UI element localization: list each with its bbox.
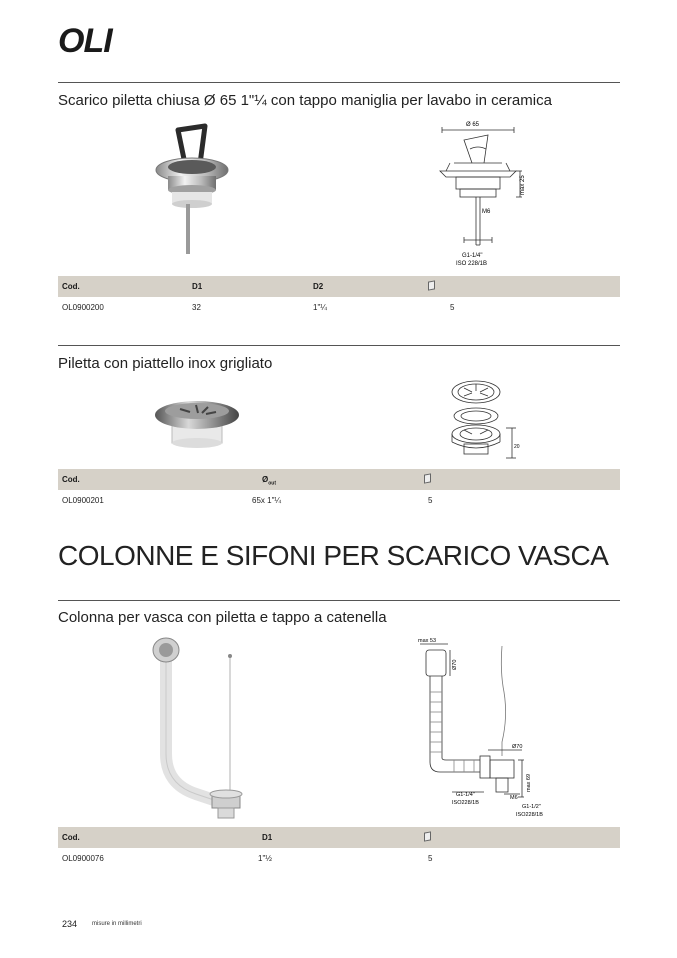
- cell-pack-qty: 5: [428, 496, 433, 505]
- dim-m6: M6: [510, 795, 518, 801]
- cell-d2: 1"¼: [313, 303, 327, 312]
- dim-diameter-70: Ø70: [512, 744, 523, 750]
- brand-logo: [58, 21, 112, 60]
- section-title-piletta-chiusa: Scarico piletta chiusa Ø 65 1"¼ con tappo maniglia per lavabo in ceramica: [58, 92, 552, 109]
- spec-g1-1-4: G1-1/4": [462, 253, 483, 259]
- table-header: [58, 469, 620, 490]
- col-cod: Cod.: [62, 833, 80, 842]
- spec-left-g1-1-4: G1-1/4": [456, 792, 475, 798]
- cell-code: OL0900201: [62, 496, 104, 505]
- spec-right-iso: ISO228/1B: [516, 812, 543, 818]
- cell-code: OL0900076: [62, 854, 104, 863]
- package-icon: [428, 281, 435, 292]
- dim-max-53: max 53: [418, 638, 437, 644]
- col-cod: Cod.: [62, 282, 80, 291]
- cell-d1: 32: [192, 303, 201, 312]
- section-divider: [58, 345, 620, 346]
- product-photo-piletta-chiusa: [150, 122, 240, 257]
- col-d1: D1: [192, 282, 203, 291]
- package-icon: [424, 474, 431, 485]
- dim-max-25: max 25: [520, 175, 526, 195]
- section-divider: [58, 82, 620, 83]
- spec-right-g1-1-2: G1-1/2": [522, 804, 541, 810]
- table-row: [58, 297, 620, 317]
- cell-code: OL0900200: [62, 303, 104, 312]
- dim-max-69: max 69: [526, 773, 532, 792]
- table-header: [58, 827, 620, 848]
- spec-iso: ISO 228/1B: [456, 261, 488, 267]
- technical-drawing-colonna-vasca: [408, 632, 608, 820]
- table-row: [58, 490, 620, 510]
- section-title-colonna-vasca: Colonna per vasca con piletta e tappo a catenella: [58, 609, 387, 626]
- cell-d1: 1"½: [258, 854, 272, 863]
- cell-diameter: 65x 1"¼: [252, 496, 282, 505]
- measurement-note: misure in millimetri: [92, 921, 142, 927]
- dim-m6: M6: [482, 209, 491, 215]
- section-title-piletta-grigliato: Piletta con piattello inox grigliato: [58, 355, 273, 372]
- logo-text: OLI: [58, 21, 112, 60]
- table-row: [58, 848, 620, 868]
- product-photo-colonna-vasca: [138, 634, 258, 819]
- col-d2: D2: [313, 282, 324, 291]
- product-photo-piletta-grigliato: [150, 393, 245, 453]
- cell-pack-qty: 5: [428, 854, 433, 863]
- col-d1: D1: [262, 833, 273, 842]
- technical-drawing-piletta-grigliato: [440, 378, 530, 466]
- col-diameter-out: $Ø_{out}$: [262, 475, 277, 487]
- page-number: 234: [62, 919, 78, 929]
- package-icon: [424, 832, 431, 843]
- col-cod: Cod.: [62, 475, 80, 484]
- dim-diameter-70-top: Ø70: [452, 659, 458, 670]
- technical-drawing-piletta-chiusa: [420, 115, 540, 275]
- section-divider: [58, 600, 620, 601]
- table-header: [58, 276, 620, 297]
- cell-pack-qty: 5: [450, 303, 455, 312]
- dim-height-20: 20: [514, 444, 520, 450]
- category-heading: COLONNE E SIFONI PER SCARICO VASCA: [58, 540, 609, 571]
- spec-left-iso: ISO228/1B: [452, 800, 479, 806]
- dim-diameter-65: Ø 65: [466, 122, 480, 128]
